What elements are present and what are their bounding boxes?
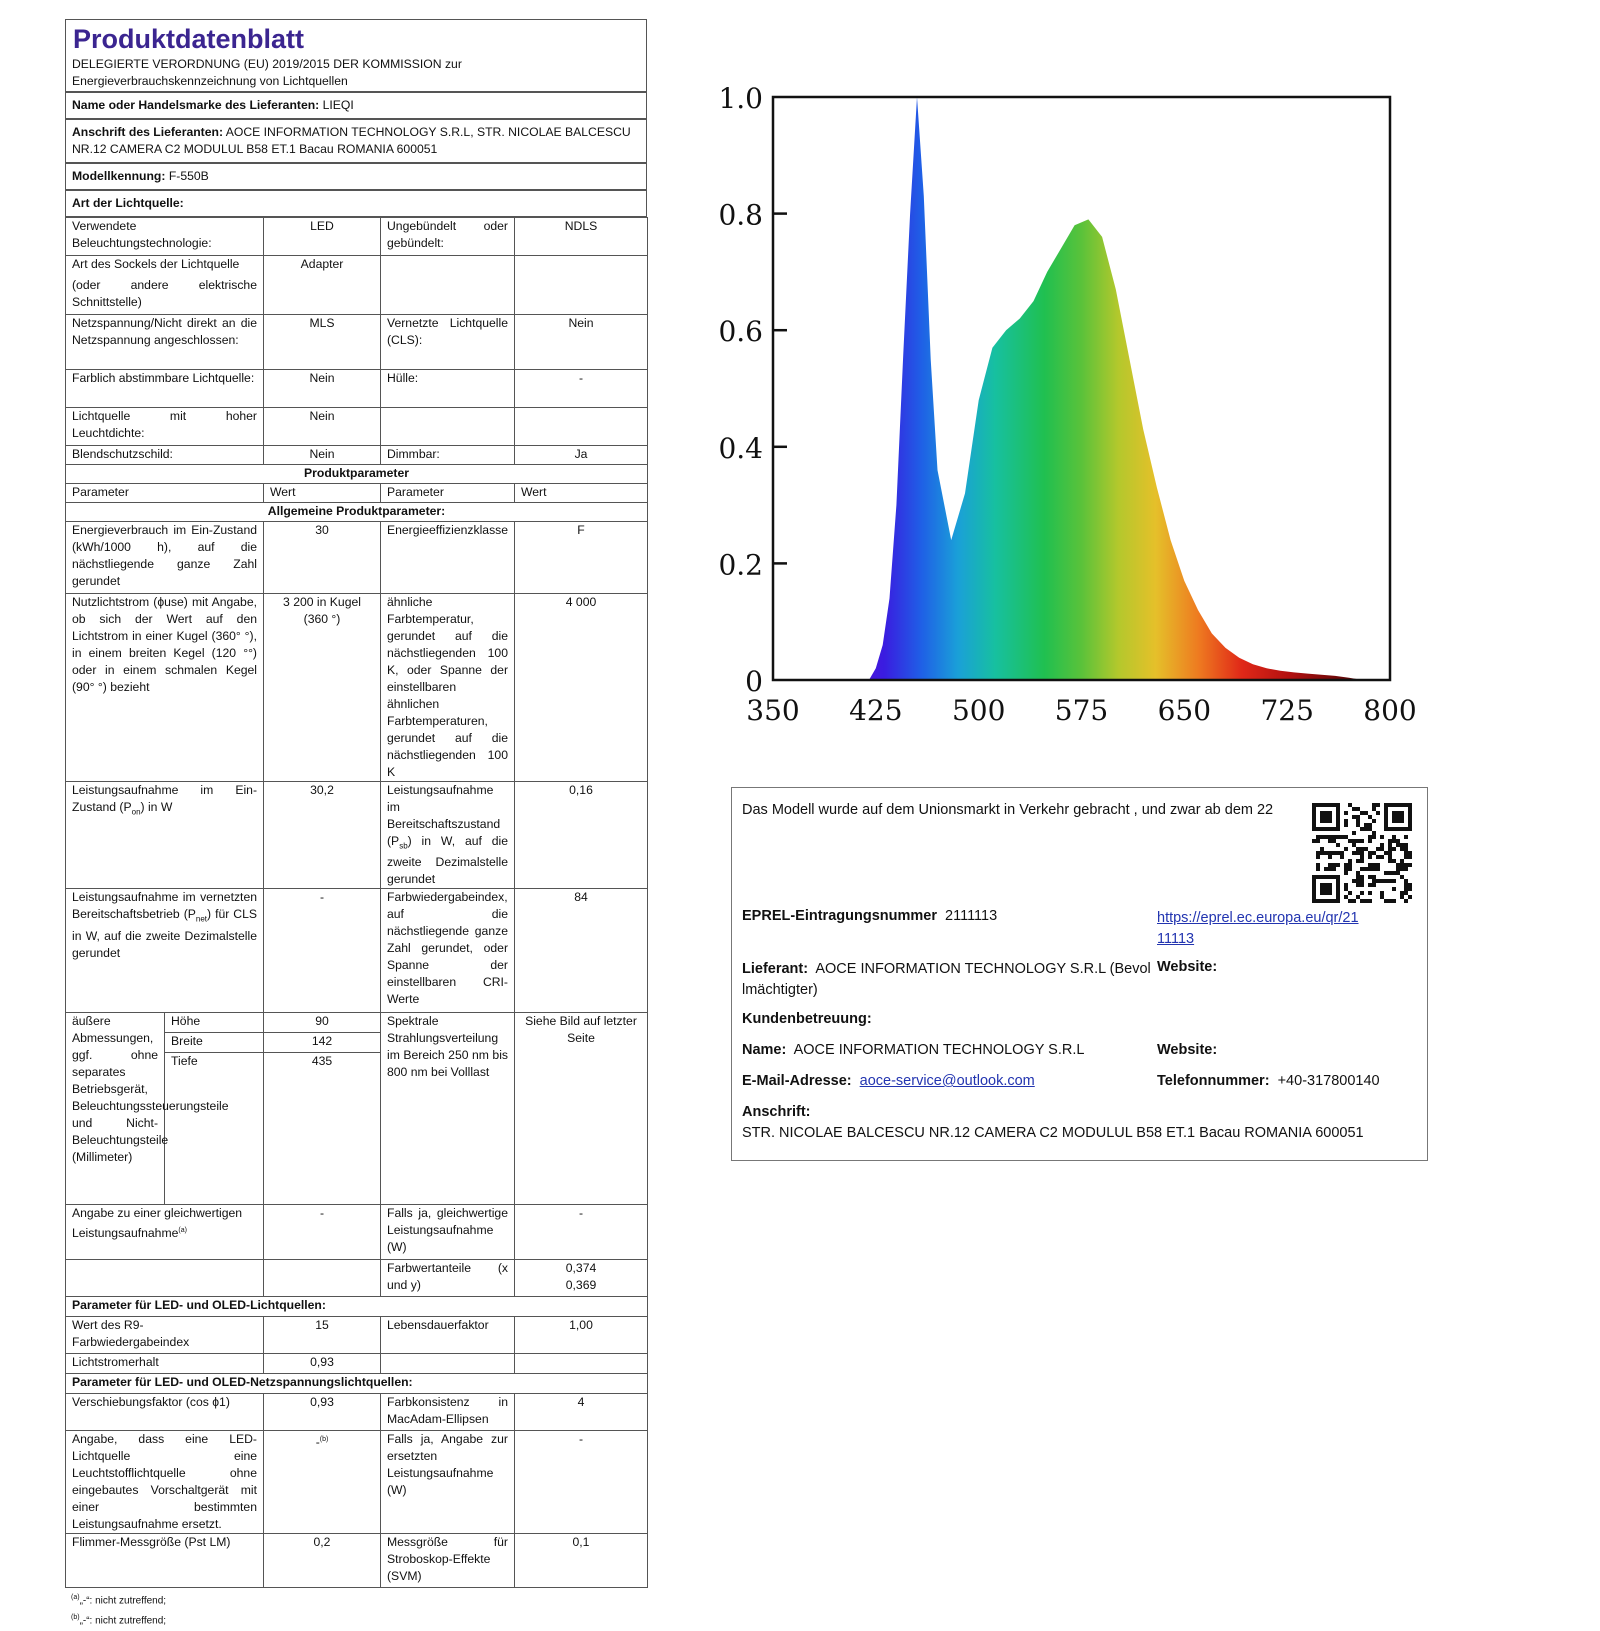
- table-row: Angabe, dass eine LED-Lichtquelle eine Leuchtstofflichtquelle ohne eingebautes Vorschaltgerät mit einer bestimmten Leistungsaufnahme ersetzt. -$^{(b)}$ Falls ja, Angabe zur ersetzten Leistungsaufnahme (W) -: [66, 1431, 648, 1534]
- table-row: [66, 503, 648, 522]
- address-label: Anschrift:: [742, 1104, 811, 1120]
- section-heading: Parameter für LED- und OLED-Lichtquellen:: [66, 1297, 648, 1317]
- address-value: STR. NICOLAE BALCESCU NR.12 CAMERA C2 MODULUL B58 ET.1 Bacau ROMANIA 600051: [742, 1125, 1364, 1141]
- y-tick-label: 0.4: [718, 431, 763, 465]
- table-row: Lichtquelle mit hoher Leuchtdichte: Nein: [66, 408, 648, 446]
- table-row: Wert des R9-Farbwiedergabeindex 15 Lebensdauerfaktor 1,00: [66, 1317, 648, 1354]
- y-tick-label: 0.2: [718, 548, 763, 582]
- table-row: [66, 465, 648, 484]
- table-row: Energieverbrauch im Ein-Zustand (kWh/1000 h), auf die nächstliegende ganze Zahl gerundet 30 Energieeffizienzklasse F: [66, 522, 648, 594]
- email-link[interactable]: aoce-service@outlook.com: [859, 1073, 1035, 1089]
- section-heading: Parameter für LED- und OLED-Netzspannungslichtquellen:: [66, 1374, 648, 1394]
- eprel-link[interactable]: https://eprel.ec.europa.eu/qr/21 11113: [1157, 910, 1359, 947]
- x-tick-label: 800: [1363, 694, 1417, 727]
- section-heading: Produktparameter: [66, 465, 648, 484]
- address-row: [65, 119, 647, 163]
- x-tick-label: 425: [849, 694, 903, 727]
- table-row: Netzspannung/Nicht direkt an die Netzspannung angeschlossen: MLS Vernetzte Lichtquelle (CLS): Nein: [66, 315, 648, 370]
- phone-row: Telefonnummer: +40-317800140: [1157, 1073, 1380, 1089]
- table-row: Leistungsaufnahme im Ein-Zustand $(P_{on})$ in W 30,2 Leistungsaufnahme im Bereitschaftszustand $(P_{sb})$ in W, auf die zweite Dezimalstelle gerundet 0,16: [66, 782, 648, 889]
- table-row: Flimmer-Messgröße (Pst LM) 0,2 Messgröße für Stroboskop-Effekte (SVM) 0,1: [66, 1534, 648, 1588]
- website-label-2: Website:: [1157, 1042, 1218, 1058]
- plot-area: [718, 82, 1416, 727]
- x-tick-label: 575: [1054, 694, 1109, 727]
- eprel-registration: EPREL-Eintragungsnummer 2111113: [742, 908, 998, 924]
- x-tick-label: 725: [1260, 694, 1314, 727]
- type-heading-row: [65, 190, 647, 217]
- address-value: AOCE INFORMATION TECHNOLOGY S.R.L, STR. NICOLAE BALCESCU NR.12 CAMERA C2 MODULUL B58 ET.1 Bacau ROMANIA 600051: [72, 125, 631, 156]
- x-tick-label: 650: [1157, 694, 1212, 727]
- table-row: Verschiebungsfaktor (cos ϕ1) 0,93 Farbkonsistenz in MacAdam-Ellipsen 4: [66, 1394, 648, 1431]
- model-label: Modellkennung:: [72, 169, 166, 183]
- sheet-title: Produktdatenblatt: [73, 24, 305, 54]
- table-row: Verwendete Beleuchtungstechnologie: LED Ungebündelt oder gebündelt: NDLS: [66, 218, 648, 256]
- model-row: [65, 163, 647, 190]
- eprel-info-card: [731, 787, 1428, 1161]
- table-row: Nutzlichtstrom (ϕuse) mit Angabe, ob sich der Wert auf den Lichtstrom in einer Kugel (360° °), in einem breiten Kegel (120 °°) oder in einem schmalen Kegel (90° °) bezieht 3 200 in Kugel (360 °) ähnliche Farbtemperatur, gerundet auf die nächstliegenden 100 K, oder Spanne der einstellbaren ähnlichen Farbtemperaturen, gerundet auf die nächstliegenden 100 K 4 000: [66, 594, 648, 782]
- footnote-b: $^{(b)}$„-“: nicht zutreffend;: [71, 1613, 167, 1627]
- qr-modules: [1312, 803, 1412, 903]
- supplier-label: Name oder Handelsmarke des Lieferanten:: [72, 98, 320, 112]
- customer-service-label: Kundenbetreuung:: [742, 1011, 872, 1027]
- supplier-value: LIEQI: [322, 98, 354, 112]
- supplier-info: Lieferant: AOCE INFORMATION TECHNOLOGY S.R.L (Bevol lmächtigter): [742, 961, 1151, 998]
- model-value: F-550B: [168, 169, 209, 183]
- section-heading: Allgemeine Produktparameter:: [66, 503, 648, 522]
- table-row: [66, 1374, 648, 1394]
- spectral-distribution-chart: [718, 60, 1420, 760]
- qr-code-icon[interactable]: [1312, 803, 1412, 903]
- product-data-sheet: [65, 19, 647, 1631]
- x-tick-label: 500: [951, 694, 1006, 727]
- website-label: Website:: [1157, 959, 1218, 975]
- y-tick-label: 0: [745, 665, 763, 698]
- x-tick-label: 350: [746, 694, 800, 727]
- table-header-row: Parameter Wert Parameter Wert: [66, 484, 648, 503]
- table-row: Blendschutzschild: Nein Dimmbar: Ja: [66, 446, 648, 465]
- table-row: Angabe zu einer gleichwertigen Leistungsaufnahme$^{(a)}$ - Falls ja, gleichwertige Leistungsaufnahme (W) -: [66, 1205, 648, 1260]
- table-row: [66, 1297, 648, 1317]
- market-text: Das Modell wurde auf dem Unionsmarkt in Verkehr gebracht , und zwar ab dem 22: [742, 802, 1274, 818]
- table-row: Lichtstromerhalt 0,93: [66, 1354, 648, 1374]
- address-label: Anschrift des Lieferanten:: [72, 125, 224, 139]
- parameter-table: [65, 217, 648, 1588]
- type-heading: Art der Lichtquelle:: [72, 196, 184, 210]
- table-row: Farblich abstimmbare Lichtquelle: Nein Hülle: -: [66, 370, 648, 408]
- supplier-row: [65, 92, 647, 119]
- spectrum-area: [869, 97, 1363, 680]
- table-row: Leistungsaufnahme im vernetzten Bereitschaftsbetrieb $(P_{net})$ für CLS in W, auf die zweite Dezimalstelle gerundet - Farbwiedergabeindex, auf die nächstliegende ganze Zahl gerundet, oder Spanne der einstellbaren CRI-Werte 84: [66, 889, 648, 1013]
- email-row: E-Mail-Adresse: aoce-service@outlook.com: [742, 1073, 1035, 1089]
- footnote-a: $^{(a)}$„-“: nicht zutreffend;: [71, 1594, 167, 1607]
- table-row: Tiefe 435: [66, 1053, 648, 1205]
- service-name: Name: AOCE INFORMATION TECHNOLOGY S.R.L: [742, 1042, 1085, 1058]
- table-row: Breite 142: [66, 1033, 648, 1053]
- y-tick-label: 0.8: [718, 198, 763, 232]
- table-row: Farbwertanteile (x und y) 0,374 0,369: [66, 1260, 648, 1297]
- title-box: [65, 19, 647, 54]
- table-row: Art des Sockels der Lichtquelle (oder andere elektrische Schnittstelle) Adapter: [66, 256, 648, 315]
- regulation-text: DELEGIERTE VERORDNUNG (EU) 2019/2015 DER KOMMISSION zur Energieverbrauchskennzeichnung von Lichtquellen: [65, 54, 647, 92]
- table-row: äußere Abmessungen, ggf. ohne separates Betriebsgerät, Beleuchtungssteuerungsteile und Nicht-Beleuchtungsteile (Millimeter) Höhe 90 Spektrale Strahlungsverteilung im Bereich 250 nm bis 800 nm bei Volllast Siehe Bild auf letzter Seite: [66, 1013, 648, 1033]
- y-tick-label: 1.0: [718, 82, 763, 115]
- y-tick-label: 0.6: [718, 315, 763, 349]
